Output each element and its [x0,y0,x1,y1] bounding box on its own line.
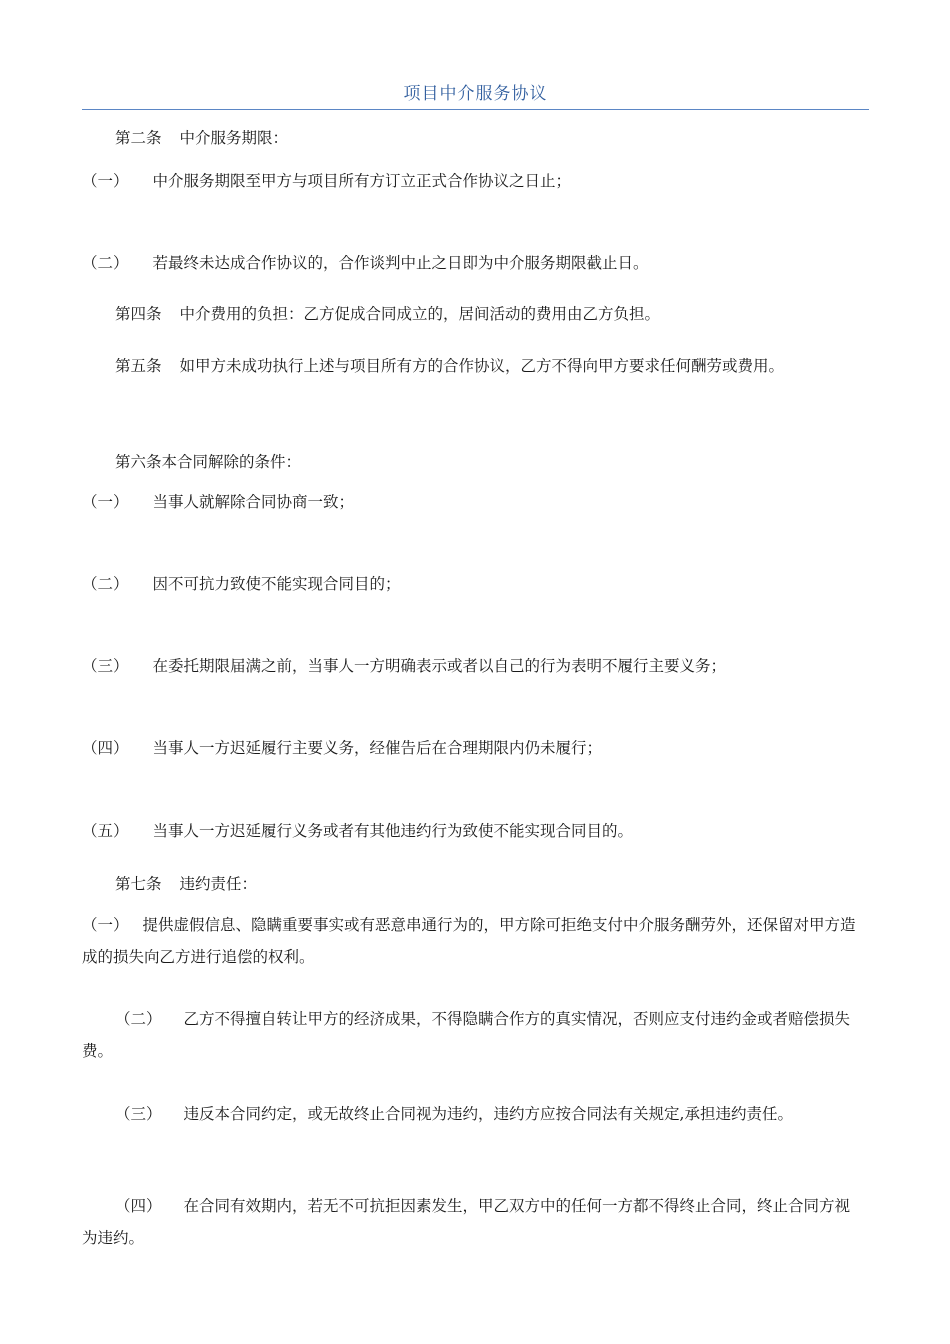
page-header [82,80,869,110]
paragraph-label: （一） [82,493,129,511]
paragraph-label: （三） [115,1105,162,1123]
paragraph-item [82,650,862,682]
paragraph-text: 中介服务期限： [179,129,289,147]
paragraph-text: 第六条本合同解除的条件： [115,453,302,471]
paragraph-label: （二） [115,1010,162,1028]
paragraph-article-4 [82,298,862,330]
paragraph-label: 第五条 [115,357,162,375]
paragraph-item [82,732,862,764]
paragraph-item [82,247,862,279]
paragraph-label: （一） [82,916,129,934]
paragraph-text: 提供虚假信息、隐瞒重要事实或有恶意串通行为的，甲方除可拒绝支付中介服务酬劳外，还保留对甲方造成的损失向乙方进行追偿的权利。 [82,916,856,966]
paragraph-article-7 [82,868,862,900]
paragraph-item [82,1098,862,1130]
paragraph-text: 当事人一方迟延履行义务或者有其他违约行为致使不能实现合同目的。 [152,822,634,840]
paragraph-text: 当事人一方迟延履行主要义务，经催告后在合理期限内仍未履行； [152,739,603,757]
paragraph-label: （三） [82,657,129,675]
paragraph-text: 违反本合同约定，或无故终止合同视为违约，违约方应按合同法有关规定,承担违约责任。 [183,1105,793,1123]
paragraph-label: 第二条 [115,129,162,147]
paragraph-text: 中介费用的负担：乙方促成合同成立的，居间活动的费用由乙方负担。 [179,305,661,323]
document-title: 项目中介服务协议 [403,84,548,104]
paragraph-text: 当事人就解除合同协商一致； [152,493,355,511]
paragraph-item [82,909,862,973]
paragraph-label: （五） [82,822,129,840]
paragraph-text: 若最终未达成合作协议的，合作谈判中止之日即为中介服务期限截止日。 [152,254,649,272]
paragraph-item [82,815,862,847]
paragraph-article-6 [82,446,862,478]
paragraph-label: （四） [115,1197,162,1215]
paragraph-item [82,568,862,600]
paragraph-item [82,1190,862,1254]
paragraph-text: 因不可抗力致使不能实现合同目的； [152,575,401,593]
paragraph-article-5 [82,350,862,382]
paragraph-item [82,486,862,518]
paragraph-label: （二） [82,575,129,593]
paragraph-text: 在委托期限届满之前，当事人一方明确表示或者以自己的行为表明不履行主要义务； [152,657,727,675]
paragraph-label: （二） [82,254,129,272]
paragraph-item [82,1003,862,1067]
paragraph-article-2 [82,122,862,154]
paragraph-text: 违约责任： [179,875,258,893]
paragraph-item [82,165,862,197]
paragraph-label: （一） [82,172,129,190]
paragraph-text: 在合同有效期内，若无不可抗拒因素发生，甲乙双方中的任何一方都不得终止合同，终止合同方视为违约。 [82,1197,851,1247]
paragraph-label: 第四条 [115,305,162,323]
paragraph-text: 中介服务期限至甲方与项目所有方订立正式合作协议之日止； [152,172,572,190]
paragraph-text: 乙方不得擅自转让甲方的经济成果，不得隐瞒合作方的真实情况，否则应支付违约金或者赔偿损失费。 [82,1010,851,1060]
paragraph-label: （四） [82,739,129,757]
paragraph-text: 如甲方未成功执行上述与项目所有方的合作协议，乙方不得向甲方要求任何酬劳或费用。 [179,357,785,375]
paragraph-label: 第七条 [115,875,162,893]
